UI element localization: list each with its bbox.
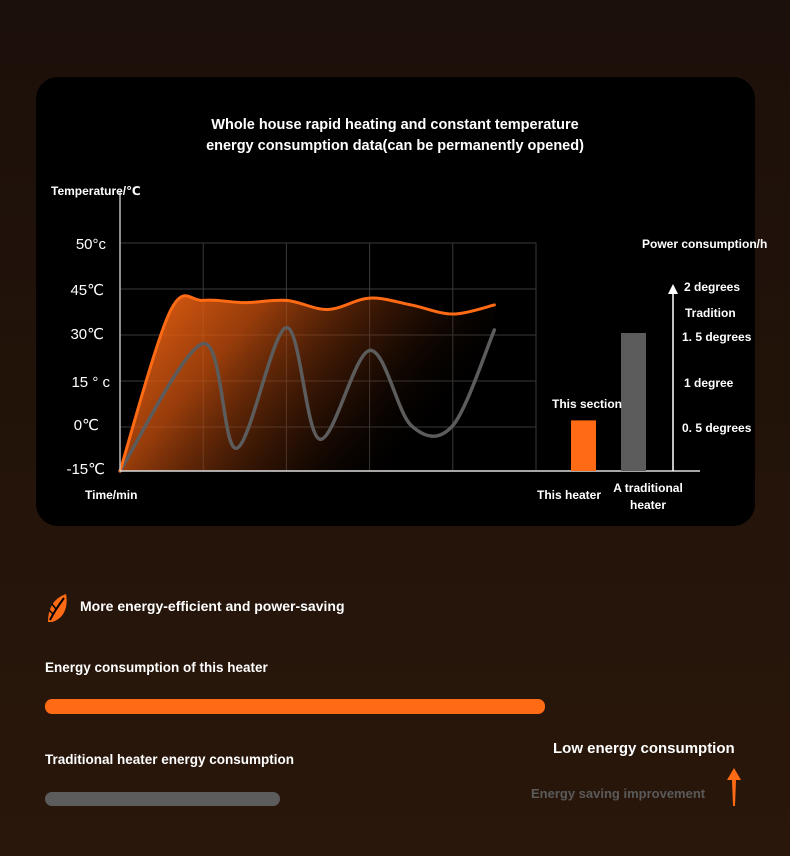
power-tick-label: 1. 5 degrees: [682, 330, 752, 344]
traditional-heater-energy-bar: [45, 792, 280, 806]
energy-saving-label: Energy saving improvement: [531, 786, 706, 801]
feature-headline: More energy-efficient and power-saving: [80, 598, 345, 614]
traditional-heater-bar-label: Traditional heater energy consumption: [45, 752, 295, 767]
y-tick-label: 30℃: [70, 326, 104, 343]
power-tick-label: 0. 5 degrees: [682, 421, 752, 435]
chart-title-line-2: energy consumption data(can be permanently opened): [206, 138, 584, 154]
this-heater-energy-bar: [45, 699, 545, 714]
bar-category-label: This heater: [537, 488, 602, 502]
y-tick-label: 50°c: [75, 236, 106, 253]
low-energy-label: Low energy consumption: [553, 740, 735, 757]
bar-annotation-this-section: This section: [552, 397, 623, 411]
bar-annotation-tradition: Tradition: [685, 306, 736, 320]
power-bar: [571, 420, 596, 471]
this-heater-bar-label: Energy consumption of this heater: [45, 660, 268, 675]
power-axis-arrow-icon: [668, 284, 678, 294]
y-tick-label: -15℃: [66, 461, 105, 478]
y-tick-label: 45℃: [70, 282, 104, 299]
y-axis-label: Temperature/℃: [51, 184, 141, 198]
leaf-icon: [44, 592, 72, 629]
power-axis-label: Power consumption/h: [642, 237, 768, 251]
y-tick-label: 15 ° c: [71, 374, 110, 391]
power-bar: [621, 333, 646, 471]
power-tick-label: 1 degree: [684, 376, 734, 390]
up-arrow-icon: [725, 767, 743, 812]
chart-title-line-1: Whole house rapid heating and constant temperature: [211, 117, 579, 133]
heating-area: [120, 296, 494, 471]
x-axis-label: Time/min: [85, 488, 138, 502]
power-tick-label: 2 degrees: [684, 280, 741, 294]
y-tick-label: 0℃: [73, 417, 99, 434]
bar-category-label: A traditional heater: [613, 481, 683, 512]
